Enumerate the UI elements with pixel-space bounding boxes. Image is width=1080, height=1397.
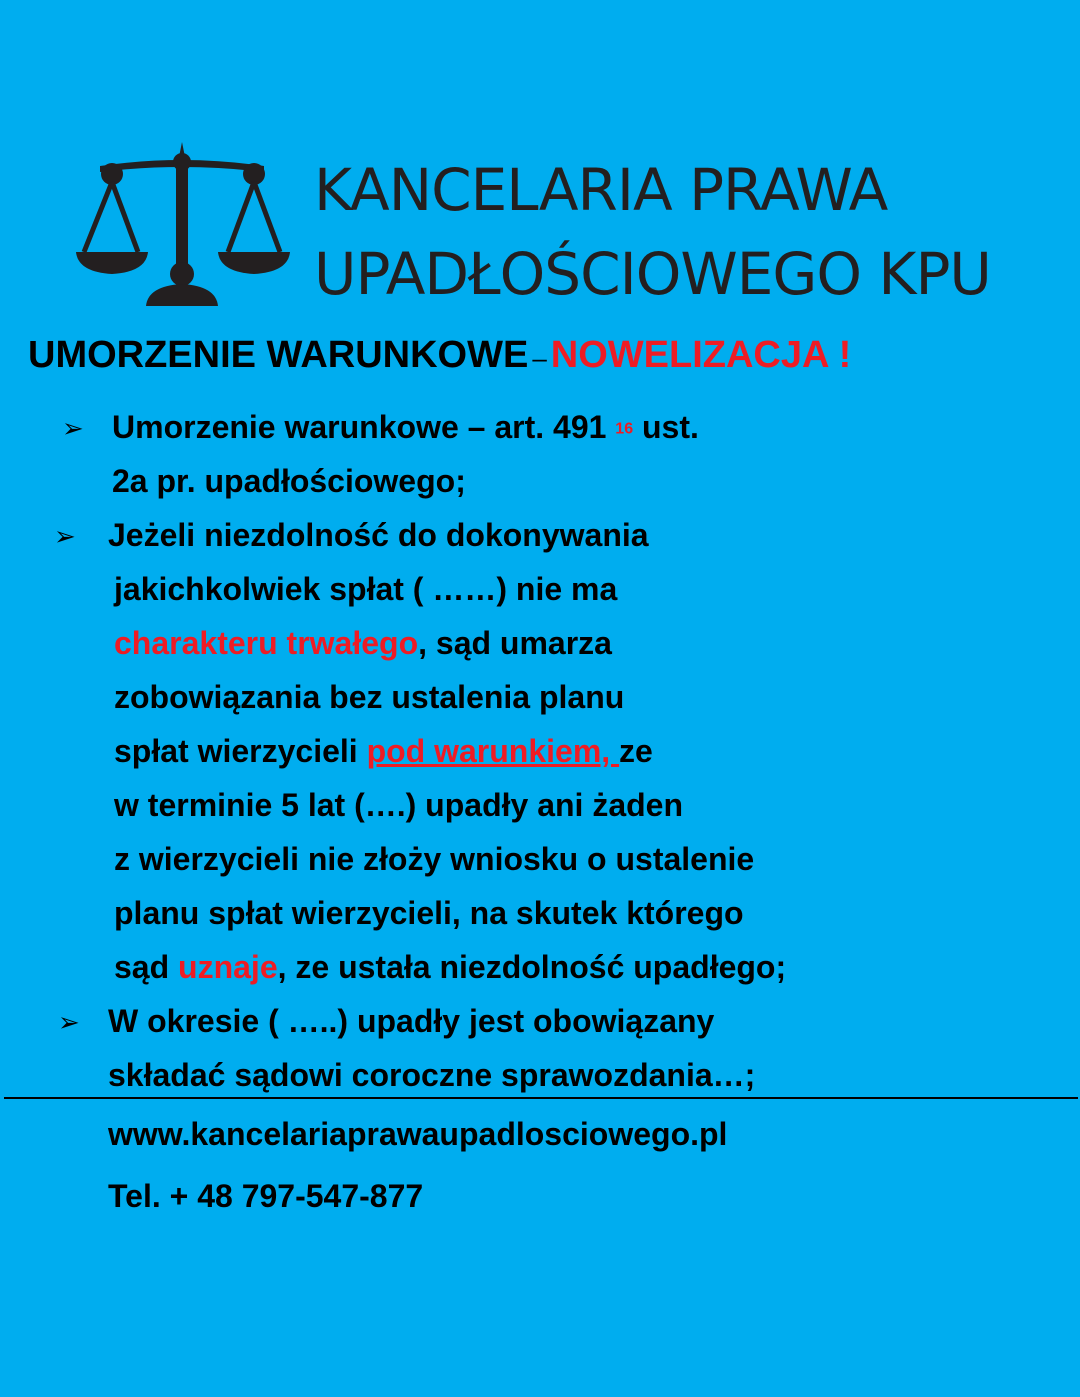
scales-of-justice-icon bbox=[72, 140, 292, 310]
firm-name bbox=[314, 148, 991, 316]
highlight-recognizes: uznaje bbox=[178, 949, 278, 985]
bullet-1-line-1 bbox=[112, 400, 699, 457]
bullet-2-line-6: w terminie 5 lat (….) upadły ani żaden bbox=[114, 787, 683, 823]
headline bbox=[28, 330, 851, 383]
firm-name-line2: UPADŁOŚCIOWEGO KPU bbox=[314, 240, 991, 308]
divider-line bbox=[4, 1097, 1078, 1099]
bullet-2-line-5-a: spłat wierzycieli bbox=[114, 733, 367, 769]
bullet-2-line-2: jakichkolwiek spłat ( ……) nie ma bbox=[114, 571, 618, 607]
phone-number[interactable]: Tel. + 48 797-547-877 bbox=[108, 1178, 424, 1214]
bullet-2-line-1: Jeżeli niezdolność do dokonywania bbox=[108, 517, 649, 553]
headline-dash: – bbox=[532, 343, 547, 373]
bullet-3-line-1: W okresie ( …..) upadły jest obowiązany bbox=[108, 1003, 715, 1039]
highlight-permanent-nature: charakteru trwałego bbox=[114, 625, 419, 661]
bullet-2-line-7: z wierzycieli nie złoży wniosku o ustalenie bbox=[114, 841, 755, 877]
firm-name-line1: KANCELARIA PRAWA bbox=[314, 156, 888, 224]
bullet-2-line-3-rest: , sąd umarza bbox=[418, 625, 612, 661]
bullet-1-line-2: 2a pr. upadłościowego; bbox=[112, 463, 466, 499]
bullet-2-line-9-a: sąd bbox=[114, 949, 179, 985]
bullet-2-line-8: planu spłat wierzycieli, na skutek którego bbox=[114, 895, 744, 931]
bullet-3-line-2: składać sądowi coroczne sprawozdania…; bbox=[108, 1057, 756, 1093]
bullet-2-line-3 bbox=[114, 616, 612, 670]
bullet-arrow-icon: ➢ bbox=[62, 414, 84, 444]
bullet-1-text-a: Umorzenie warunkowe – art. 491 bbox=[112, 409, 607, 445]
bullet-2-line-9-b: , ze ustała niezdolność upadłego; bbox=[277, 949, 787, 985]
highlight-condition: pod warunkiem, bbox=[366, 733, 620, 769]
bullet-2-line-9 bbox=[114, 940, 786, 994]
bullet-1-text-b: ust. bbox=[641, 409, 699, 445]
bullet-arrow-icon: ➢ bbox=[54, 522, 76, 552]
headline-main: UMORZENIE WARUNKOWE bbox=[28, 334, 529, 376]
article-superscript: 16 bbox=[615, 420, 634, 438]
website-link[interactable]: www.kancelariaprawaupadlosciowego.pl bbox=[108, 1116, 728, 1152]
bullet-2-line-5 bbox=[114, 724, 653, 778]
bullet-arrow-icon: ➢ bbox=[58, 1008, 80, 1038]
bullet-2-line-4: zobowiązania bez ustalenia planu bbox=[114, 679, 625, 715]
headline-accent: NOWELIZACJA ! bbox=[550, 334, 852, 376]
bullet-2-line-5-b: ze bbox=[619, 733, 653, 769]
